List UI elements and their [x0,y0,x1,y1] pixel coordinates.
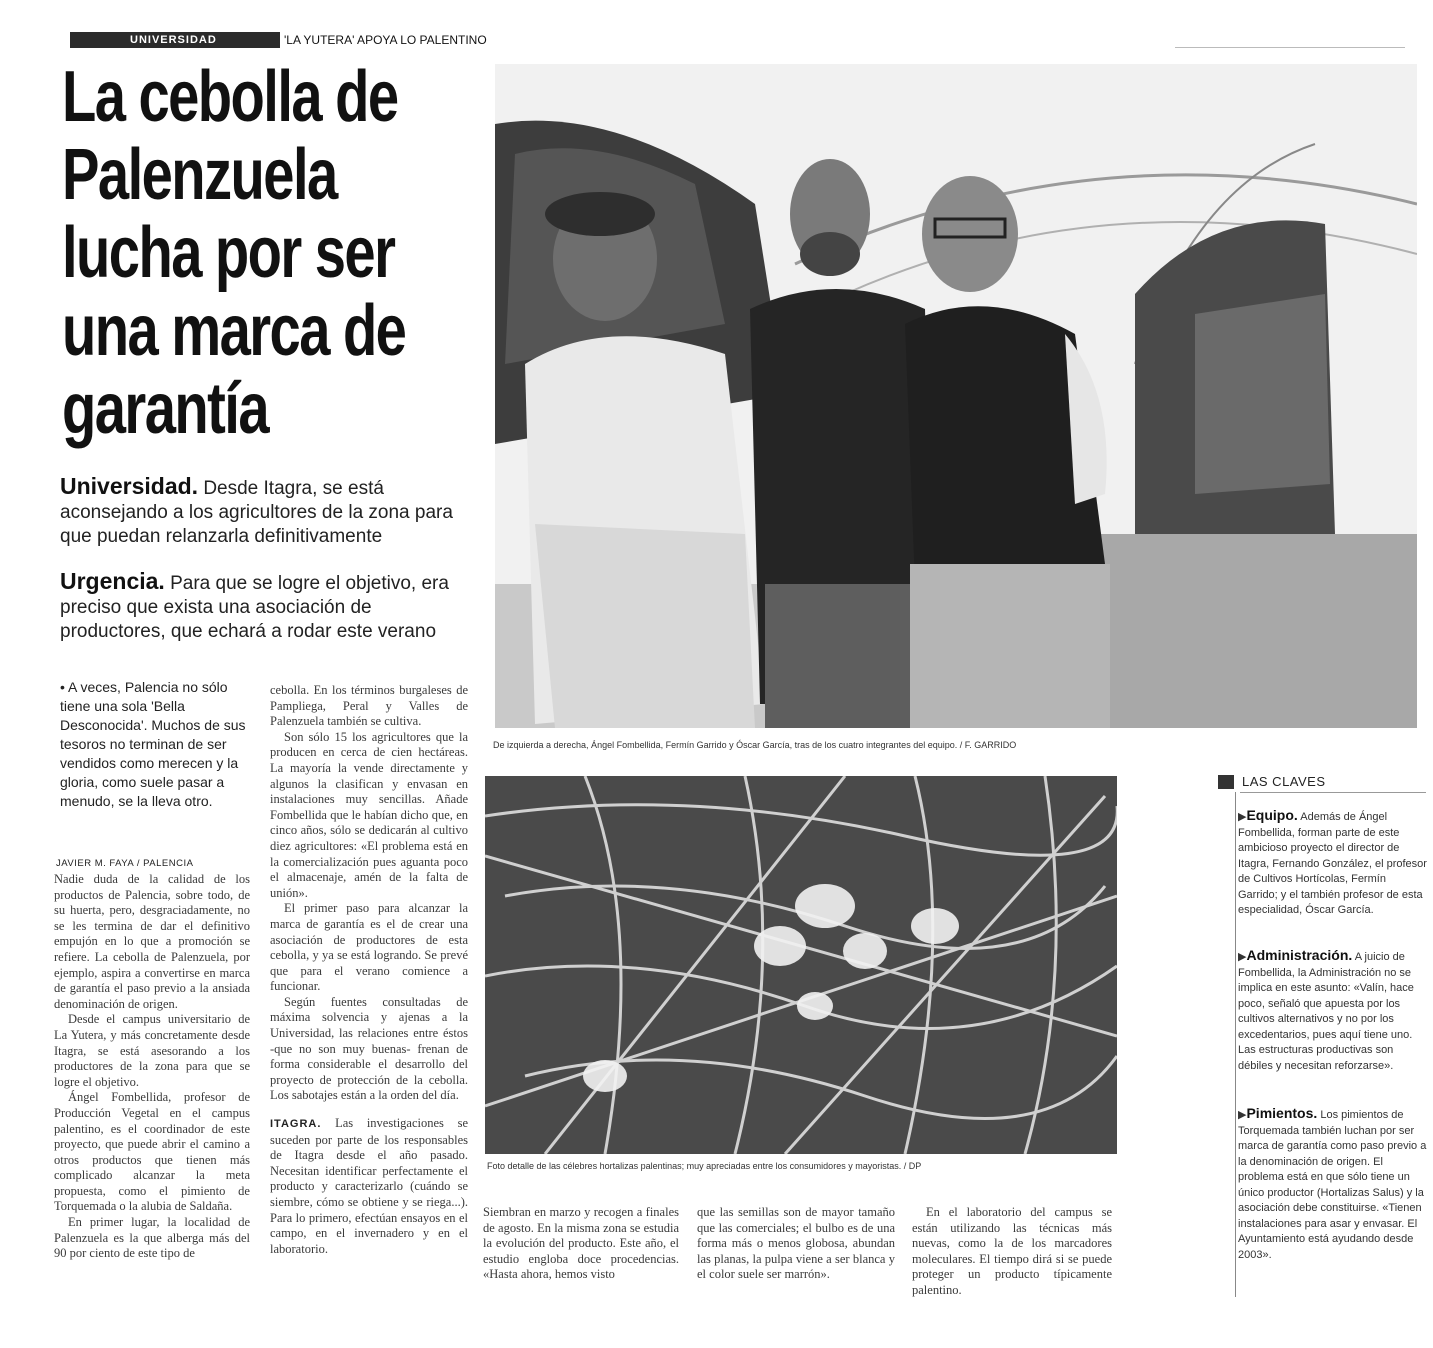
photo-team [495,64,1417,728]
body-subhead: ITAGRA. [270,1118,322,1131]
sidebar-item-text: Además de Ángel Fombellida, forman parte de este ambicioso proyecto el director de Itagra, Fernando González, el profesor de Cultivos Hortícolas, Fermín Garrido; y el también profesor de esta especialidad, Óscar García. [1238,811,1427,916]
deck-label: Urgencia. [60,568,165,594]
headline-line: La cebolla de [62,57,398,137]
sidebar-item-equipo [1238,808,1428,919]
body-column-4 [697,1205,895,1283]
sidebar-item-pimientos [1238,1106,1428,1263]
sidebar-item-text: A juicio de Fombellida, la Administración no se implica en este asunto: «Valín, hace poco, señaló que apuesta por los cultivos alternativos y no por los excedentarios, pues aquí tiene uno. Las estructuras productivas son débiles y necesitan reforzarse». [1238,951,1414,1072]
body-column-5 [912,1205,1112,1299]
body-paragraph: que las semillas son de mayor tamaño que las comerciales; el bulbo es de una forma más o menos globosa, abundan las planas, la pulpa viene a ser blanca y el color suele ser marrón». [697,1205,895,1282]
body-paragraph [270,1116,468,1257]
photo-onions [485,776,1117,1154]
body-column-3 [483,1205,679,1283]
chart-icon [1218,775,1234,789]
deck-text: Desde Itagra, se está aconsejando a los agricultores de la zona para que puedan relanzarla definitivamente [60,478,453,547]
header-rule [1175,47,1405,48]
body-paragraph: Son sólo 15 los agricultores que la producen en cerca de cien hectáreas. La mayoría la vende directamente y algunos la clasifican y envasan en instalaciones muy sencillas. Añade Fombellida que le habían dicho que, en cinco años, sólo se dedicarán al cultivo diez agricultores: «El problema está en la comercialización pues aguanta poco el almacenaje, amén de la falta de unión». [270,729,468,900]
deck-label: Universidad. [60,473,199,499]
body-paragraph: Ángel Fombellida, profesor de Producción Vegetal en el campus palentino, es el coordinador de este proyecto, que puede abrir el camino a otros productos que tienen más complicado alcanzar la meta propuesta, como el pimiento de Torquemada o la alubia de Saldaña. [54,1090,250,1214]
headline-line: garantía [62,369,268,449]
sidebar-title-rule [1240,792,1426,793]
sidebar-border [1235,792,1236,1297]
body-paragraph: Desde el campus universitario de La Yutera, y más concretamente desde Itagra, se está asesorando a los productores de la zona para que se logre el objetivo. [54,1012,250,1089]
headline-line: lucha por ser [62,213,395,293]
body-paragraph: Siembran en marzo y recogen a finales de agosto. En la misma zona se estudia la evolución del producto. Este año, el estudio engloba doce procedencias. «Hasta ahora, hemos visto [483,1205,679,1282]
headline-line: Palenzuela [62,135,337,215]
body-paragraph: Según fuentes consultadas de máxima solvencia y ajenas a la Universidad, las relaciones entre éstos -que no son muy buenas- frenan de forma considerable el desarrollo del proyecto de protección de la cebolla. Los sabotajes están a la orden del día. [270,994,468,1103]
body-paragraph: cebolla. En los términos burgaleses de Pampliega, Peral y Valles de Palenzuela también se cultiva. [270,683,468,729]
deck-text: Para que se logre el objetivo, era preciso que exista una asociación de productores, que echará a rodar este verano [60,573,449,642]
body-paragraph: En primer lugar, la localidad de Palenzuela es la que alberga más del 90 por ciento de este tipo de [54,1215,250,1261]
body-paragraph: En el laboratorio del campus se están utilizando las técnicas más nuevas, como la de los marcadores moleculares. El tiempo dirá si se puede proteger un producto típicamente palentino. [912,1205,1112,1297]
body-column-1 [54,872,250,1262]
body-subhead-text: Las investigaciones se suceden por parte de los responsables de Itagra desde el año pasado. Necesitan identificar perfectamente el producto y caracterizarlo (cuándo se siembre, cómo se obtiene y se riega...). Para lo primero, efectúan ensayos en el campo, en el invernadero y en el laboratorio. [270,1116,468,1256]
body-paragraph: El primer paso para alcanzar la marca de garantía es el de crear una asociación de productores de esta cebolla, y ya se está logrando. Se prevé que para el verano comience a funcionar. [270,901,468,994]
sidebar-item-label: Pimientos. [1246,1105,1318,1121]
deck-urgencia [60,569,480,644]
sidebar-item-administracion [1238,948,1428,1074]
photo-onions-image [485,776,1117,1154]
body-paragraph: Nadie duda de la calidad de los productos de Palencia, sobre todo, de su huerta, pero, desgraciadamente, no se les termina de dar el definitivo empujón en lo que a promoción se refiere. La cebolla de Palenzuela, por ejemplo, aspira a convertirse en marca de garantía el paso previo a la ansiada denominación de origen. [54,872,250,1011]
arrow-icon: ▶ [1238,951,1247,963]
lead-paragraph: • A veces, Palencia no sólo tiene una sola 'Bella Desconocida'. Muchos de sus tesoros no terminan de ser vendidos como merecen y la gloria, como suele pasar a menudo, se la lleva otro. [60,679,246,809]
sidebar-title: LAS CLAVES [1242,774,1326,789]
headline-line: una marca de [62,291,406,371]
sidebar-item-label: Administración. [1246,947,1353,963]
photo-team-caption: De izquierda a derecha, Ángel Fombellida, Fermín Garrido y Óscar García, tras de los cuatro integrantes del equipo. / F. GARRIDO [493,740,1017,750]
arrow-icon: ▶ [1238,811,1247,823]
deck-universidad [60,474,480,549]
section-tag: UNIVERSIDAD [70,32,280,48]
photo-team-image [495,64,1417,728]
section-subtitle: 'LA YUTERA' APOYA LO PALENTINO [284,33,487,47]
body-column-2 [270,683,468,1257]
byline: JAVIER M. FAYA / PALENCIA [56,858,194,869]
headline [62,58,483,448]
sidebar-item-label: Equipo. [1246,807,1298,823]
photo-onions-caption: Foto detalle de las célebres hortalizas palentinas; muy apreciadas entre los consumidores y mayoristas. / DP [487,1161,922,1171]
sidebar-item-text: Los pimientos de Torquemada también luchan por ser marca de garantía como paso previo a la denominación de origen. El problema está en que sólo tiene un único productor (Hortalizas Salus) y la asociación debe constituirse. «Tienen instalaciones para asar y envasar. El Ayuntamiento está ayudando desde 2003». [1238,1109,1427,1261]
arrow-icon: ▶ [1238,1109,1247,1121]
